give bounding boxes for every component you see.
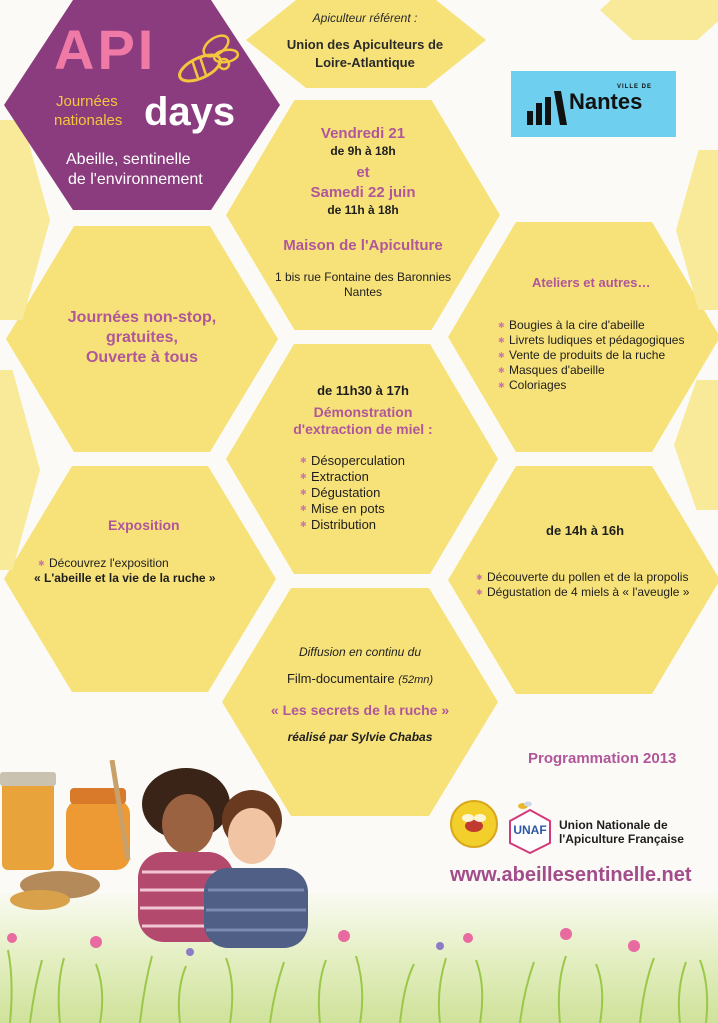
- referent-block: [260, 10, 470, 72]
- bee-seal-logo: [450, 800, 498, 848]
- referent-name-1: Union des Apiculteurs de: [286, 37, 444, 52]
- logo-days: days: [144, 90, 236, 134]
- list-item: ✱ Mise en pots: [300, 501, 470, 517]
- honey-jars-illustration: [0, 760, 140, 920]
- bee-icon: [170, 30, 242, 88]
- list-item: ✱ Découvrez l'exposition: [38, 556, 258, 571]
- film-type: Film-documentaire: [286, 671, 395, 686]
- demo-block: [246, 382, 480, 438]
- nantes-logo: [511, 71, 676, 137]
- demo-title-1: Démonstration: [313, 404, 413, 420]
- nantes-small-text: VILLE DE: [617, 84, 653, 90]
- bee-seal-icon: [452, 802, 496, 846]
- list-item: ✱ Coloriages: [498, 378, 708, 393]
- venue-address-1: 1 bis rue Fontaine des Baronnies: [274, 270, 452, 284]
- nantes-name: Nantes: [569, 89, 643, 114]
- list-item: ✱ Bougies à la cire d'abeille: [498, 318, 708, 333]
- date-and: et: [356, 164, 370, 181]
- film-line2: [244, 670, 476, 689]
- list-item: ✱ Livrets ludiques et pédagogiques: [498, 333, 708, 348]
- list-item: ✱ Vente de produits de la ruche: [498, 348, 708, 363]
- logo-api-text: API: [54, 18, 157, 81]
- nonstop-line2: gratuites,: [105, 329, 178, 346]
- unaf-name-1: Union Nationale de: [559, 818, 668, 832]
- list-item: ✱ Extraction: [300, 469, 470, 485]
- venue-address-2: Nantes: [343, 285, 383, 299]
- referent-label: Apiculteur référent :: [312, 11, 418, 25]
- film-title: « Les secrets de la ruche »: [270, 702, 450, 718]
- demo-list: [300, 453, 470, 533]
- exposition-title: Exposition: [108, 517, 180, 533]
- nonstop-line1: Journées non-stop,: [67, 309, 217, 326]
- list-item: ✱ Masques d'abeille: [498, 363, 708, 378]
- ateliers-list: [498, 318, 708, 393]
- film-author: réalisé par Sylvie Chabas: [287, 730, 433, 744]
- date-day1: Vendredi 21: [320, 125, 406, 142]
- venue-name: Maison de l'Apiculture: [283, 237, 443, 254]
- exposition-line2: « L'abeille et la vie de la ruche »: [34, 571, 216, 585]
- website-link[interactable]: www.abeillesentinelle.net: [450, 864, 692, 886]
- film-duration: (52mn): [398, 674, 434, 686]
- logo-nationales: nationales: [54, 112, 123, 129]
- list-item: ✱ Dégustation: [300, 485, 470, 501]
- hex-edge-top-right: [600, 0, 718, 40]
- unaf-name-2: l'Apiculture Française: [559, 832, 684, 846]
- ateliers-title: Ateliers et autres…: [532, 275, 651, 290]
- demo-time: de 11h30 à 17h: [317, 383, 409, 398]
- logo-tagline-2: de l'environnement: [68, 171, 203, 188]
- children-illustration: [128, 768, 318, 948]
- nonstop-block: [26, 308, 258, 368]
- list-item: ✱ Distribution: [300, 517, 470, 533]
- list-item: ✱ Découverte du pollen et de la propolis: [476, 570, 708, 585]
- unaf-badge-text: UNAF: [513, 823, 547, 837]
- logo-tagline-1: Abeille, sentinelle: [66, 151, 191, 168]
- afternoon-list: [476, 570, 708, 600]
- date-day2: Samedi 22 juin: [310, 184, 416, 201]
- nonstop-line3: Ouverte à tous: [85, 349, 199, 366]
- dates-block: [246, 124, 480, 300]
- demo-title-2: d'extraction de miel :: [293, 421, 433, 437]
- referent-name-2: Loire-Atlantique: [315, 55, 415, 70]
- date-hours2: de 11h à 18h: [327, 203, 399, 217]
- date-hours1: de 9h à 18h: [330, 144, 396, 158]
- list-item: ✱ Dégustation de 4 miels à « l'aveugle »: [476, 585, 708, 600]
- programmation-label: Programmation 2013: [528, 750, 677, 767]
- exposition-list: [38, 556, 258, 571]
- film-line1: Diffusion en continu du: [298, 645, 422, 659]
- logo-journees: Journées: [56, 93, 118, 110]
- afternoon-time: de 14h à 16h: [546, 523, 625, 538]
- list-item: ✱ Désoperculation: [300, 453, 470, 469]
- film-block: [244, 644, 476, 745]
- nantes-bars-icon: [527, 91, 567, 125]
